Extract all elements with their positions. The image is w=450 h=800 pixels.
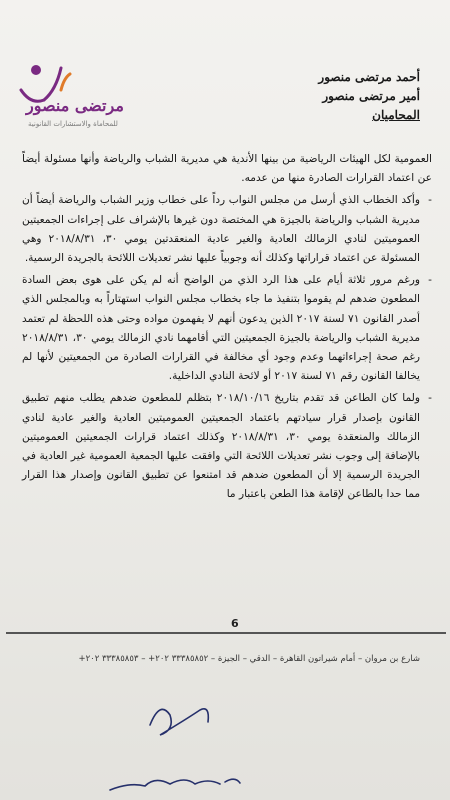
footer-address: شارع بن مروان – أمام شيراتون القاهرة – الدقي – الجيزة – ٣٣٣٨٥٨٥٢ ٢٠٢+ – ٣٣٣٨٥٨٥٣ ٢٠٢+ [78, 654, 420, 664]
letterhead [240, 68, 420, 125]
footer-divider [6, 632, 446, 634]
lawyer-name-1: أحمد مرتضى منصور [318, 70, 420, 84]
logo-name: مرتضى منصور [26, 96, 124, 115]
document-body [22, 150, 432, 508]
lawyers-title: المحاميان [372, 108, 420, 122]
paragraph: - ورغم مرور ثلاثة أيام على هذا الرد الذي من الواضح أنه لم يكن على هوى بعض السادة المطعون ضدهم لم يقوموا بتنفيذ ما جاء بخطاب مجلس النواب استهتاراً به وبالمجلس الذي أصدر القانون ٧١ لسنة ٢٠١٧ الذين يدعون أنهم لا يفهمون مواده وحتى هذه اللحظة لم تعتمد مديرية الشباب والرياضة بالجيزة الجمعيتين التي أقامهما نادي الزمالك يومي ٣٠، ٢٠١٨/٨/٣١ رغم صحة إجراءاتهما وعدم وجود أي مخالفة في القرارات الصادرة من الجمعيتين لأنها لم يخالفا القانون رقم ٧١ لسنة ٢٠١٧ أو لائحة النادي الداخلية. [22, 271, 432, 386]
handwritten-signature [90, 680, 290, 800]
paragraph: - وأكد الخطاب الذي أرسل من مجلس النواب رداً على خطاب وزير الشباب والرياضة أيضاً أن مديرية الشباب والرياضة بالجيزة هي المختصة دون غيرها بالإشراف على إجراءات الجمعيتين العموميتين لنادي الزمالك العادية والغير عادية المنعقدتين يومي ٣٠، ٢٠١٨/٨/٣١ وهي المسئولة عن اعتماد قراراتها وكذلك أنه وجوبياً عليها نشر تعديلات اللائحة بالجريدة الرسمية. [22, 191, 432, 268]
page-number: 6 [231, 617, 239, 630]
logo-tagline: للمحاماة والاستشارات القانونية [28, 120, 118, 128]
paragraph: العمومية لكل الهيئات الرياضية من بينها الأندية هي مديرية الشباب والرياضة وأنها مسئولة أيضاً عن اعتماد القرارات الصادرة منها من عدمه. [22, 153, 432, 185]
lawyer-name-2: أمير مرتضى منصور [322, 89, 420, 103]
paragraph: - ولما كان الطاعن قد تقدم بتاريخ ٢٠١٨/١٠/١٦ بتظلم للمطعون ضدهم يطلب منهم تطبيق القانون بإصدار قرار سيادتهم باعتماد الجمعيتين العموميتين العادية والغير عادية لنادي الزمالك والمنعقدة يومي ٣٠، ٢٠١٨/٨/٣١ وكذلك اعتماد قرارات الجمعيتين العموميتين بالإضافة إلى وجوب نشر تعديلات اللائحة التي وافقت عليها الجمعية العمومية غير العادية في الجريدة الرسمية إلا أن المطعون ضدهم قد امتنعوا عن تطبيق القانون وإصدار هذا القرار مما حدا بالطاعن لإقامة هذا الطعن باعتبار ما [22, 389, 432, 504]
